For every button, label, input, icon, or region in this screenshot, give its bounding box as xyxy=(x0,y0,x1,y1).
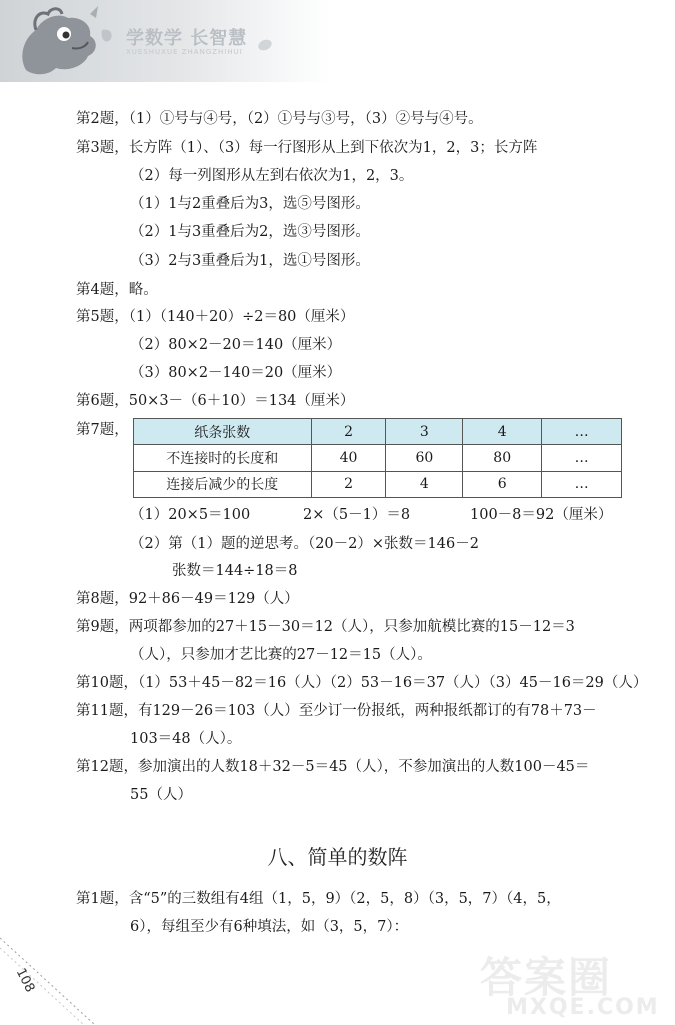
table-cell: 3 xyxy=(386,419,463,445)
table-cell: 纸条张数 xyxy=(134,419,312,445)
table-cell: 6 xyxy=(463,471,542,497)
table-row xyxy=(134,419,622,445)
answer-q7-c: 张数＝144÷18＝8 xyxy=(172,563,298,579)
length-table xyxy=(133,418,622,498)
answer-q2: 第2题，（1）①号与④号，（2）①号与③号，（3）②号与④号。 xyxy=(76,111,483,127)
answer-q10: 第10题，（1）53＋45－82＝16（人）（2）53－16＝37（人）（3）45－16＝29（人） xyxy=(76,675,648,691)
answer-q3-line5: （3）2与3重叠后为1，选①号图形。 xyxy=(130,253,370,269)
table-cell: … xyxy=(542,471,622,497)
header-subtitle: XUESHUXUE ZHANGZHIHUI xyxy=(126,48,243,56)
length-table-grid xyxy=(133,418,622,498)
table-cell: 连接后减少的长度 xyxy=(134,471,312,497)
table-row xyxy=(134,445,622,471)
answer-q9-line2: （人），只参加才艺比赛的27－12＝15（人）。 xyxy=(130,647,432,663)
answer-q7-a1: （1）20×5＝100 xyxy=(130,507,251,523)
answer-q5-line1: 第5题，（1）（140＋20）÷2＝80（厘米） xyxy=(76,309,355,325)
watermark-logo xyxy=(480,945,670,1025)
table-cell: 60 xyxy=(386,445,463,471)
table-cell: 4 xyxy=(386,471,463,497)
page-number: 108 xyxy=(12,966,38,995)
answer-q7-a2: 2×（5－1）＝8 xyxy=(303,507,411,523)
header-title: 学数学 长智慧 xyxy=(126,28,248,49)
answer-q12-line1: 第12题，参加演出的人数18＋32－5＝45（人），不参加演出的人数100－45＝ xyxy=(76,759,590,775)
answer-q4: 第4题，略。 xyxy=(76,282,158,298)
answer-q9-line1: 第9题，两项都参加的27＋15－30＝12（人），只参加航模比赛的15－12＝3 xyxy=(76,619,575,635)
dragon-mascot-icon xyxy=(6,4,116,78)
answer-q5-line3: （3）80×2－140＝20（厘米） xyxy=(130,365,342,381)
answer-q7-b: （2）第（1）题的逆思考。（20－2）×张数＝146－2 xyxy=(130,536,479,552)
answer-q5-line2: （2）80×2－20＝140（厘米） xyxy=(130,337,342,353)
table-cell: 40 xyxy=(311,445,386,471)
answer-q3-line1: 第3题，长方阵（1）、（3）每一行图形从上到下依次为1，2，3；长方阵 xyxy=(76,140,538,156)
watermark-text: 答案圈 xyxy=(480,953,613,1002)
answer-q11-line1: 第11题，有129－26＝103（人）至少订一份报纸，两种报纸都订的有78＋73－ xyxy=(76,703,597,719)
table-row xyxy=(134,471,622,497)
watermark-subtext: MXQE.COM xyxy=(506,995,660,1020)
answer-q12-line2: 55（人） xyxy=(130,787,192,803)
table-cell: 2 xyxy=(311,471,386,497)
answer-q7-a3: 100－8＝92（厘米） xyxy=(470,507,613,523)
answer-s8-q1-line1: 第1题，含“5”的三数组有4组（1，5，9）（2，5，8）（3，5，7）（4，5， xyxy=(76,891,561,907)
answer-q6: 第6题，50×3－（6＋10）＝134（厘米） xyxy=(76,393,355,409)
table-cell: 不连接时的长度和 xyxy=(134,445,312,471)
table-cell: … xyxy=(542,419,622,445)
table-cell: 4 xyxy=(463,419,542,445)
answer-q3-line2: （2）每一列图形从左到右依次为1，2，3。 xyxy=(130,168,414,184)
answer-q11-line2: 103＝48（人）。 xyxy=(130,731,242,747)
table-cell: … xyxy=(542,445,622,471)
answer-q3-line3: （1）1与2重叠后为3，选⑤号图形。 xyxy=(130,196,370,212)
answer-q7-label: 第7题， xyxy=(76,422,129,438)
answer-q3-line4: （2）1与3重叠后为2，选③号图形。 xyxy=(130,224,370,240)
answer-q8: 第8题，92＋86－49＝129（人） xyxy=(76,591,299,607)
table-cell: 80 xyxy=(463,445,542,471)
section-title: 八、简单的数阵 xyxy=(267,845,408,869)
answer-s8-q1-line2: 6），每组至少有6种填法，如（3，5，7）： xyxy=(130,919,409,935)
table-cell: 2 xyxy=(311,419,386,445)
page-header xyxy=(0,0,675,82)
